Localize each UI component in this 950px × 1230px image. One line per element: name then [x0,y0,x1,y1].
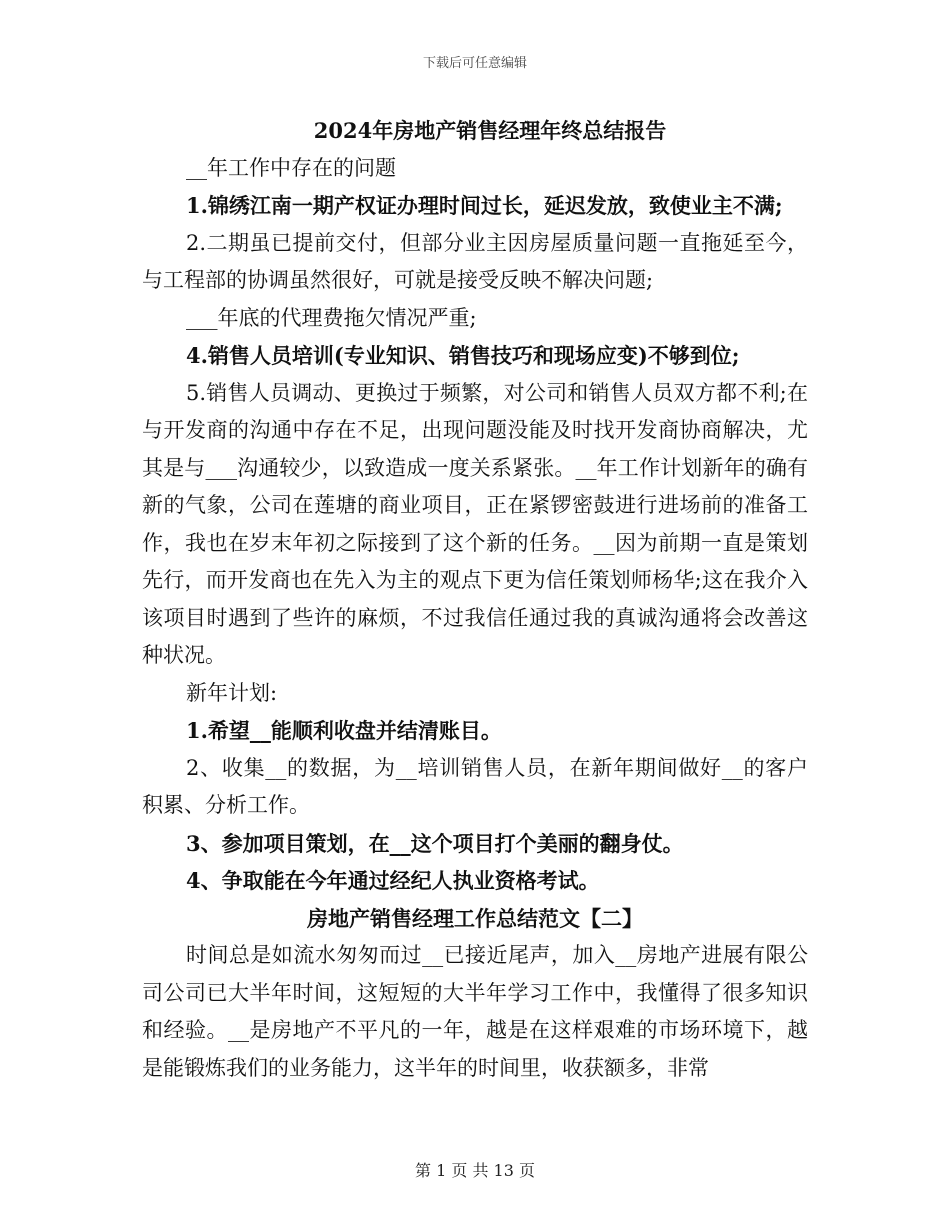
paragraph: 时间总是如流水匆匆而过__已接近尾声，加入__房地产进展有限公司公司已大半年时间，这短短的大半年学习工作中，我懂得了很多知识和经验。__是房地产不平凡的一年，越是在这样艰难的市场环境下，越是能锻炼我们的业务能力，这半年的时间里，收获额多，非常 [142,943,808,1080]
paragraph: 2、收集__的数据，为__培训销售人员，在新年期间做好__的客户积累、分析工作。 [142,755,808,817]
paragraph: 1.希望__能顺利收盘并结清账目。 [186,718,502,743]
paragraph: 新年计划: [186,680,278,705]
paragraph: 5.销售人员调动、更换过于频繁，对公司和销售人员双方都不利;在与开发商的沟通中存在不足，出现问题没能及时找开发商协商解决，尤其是与___沟通较少，以致造成一度关系紧张。__年工作计划新年的确有新的气象，公司在莲塘的商业项目，正在紧锣密鼓进行进场前的准备工作，我也在岁末年初之际接到了这个新的任务。__因为前期一直是策划先行，而开发商也在先入为主的观点下更为信任策划师杨华;这在我介入该项目时遇到了些许的麻烦，不过我信任通过我的真诚沟通将会改善这种状况。 [142,380,808,667]
section-subtitle: 房地产销售经理工作总结范文【二】 [307,905,643,931]
paragraph: ___年底的代理费拖欠情况严重; [186,305,477,330]
paragraph: 3、参加项目策划，在__这个项目打个美丽的翻身仗。 [186,830,684,856]
paragraph: 4、争取能在今年通过经纪人执业资格考试。 [186,868,600,893]
document-body [142,108,808,1087]
page-header-note: 下载后可任意编辑 [422,56,527,71]
page-number: 第 1 页 共 13 页 [415,1161,535,1180]
paragraph: 4.销售人员培训(专业知识、销售技巧和现场应变)不够到位; [186,343,740,368]
paragraph: 1.锦绣江南一期产权证办理时间过长，延迟发放，致使业主不满; [186,193,783,218]
paragraph: __年工作中存在的问题 [186,155,396,180]
document-title: 2024年房地产销售经理年终总结报告 [313,118,667,143]
paragraph: 2.二期虽已提前交付，但部分业主因房屋质量问题一直拖延至今，与工程部的协调虽然很好，可就是接受反映不解决问题; [142,230,808,292]
